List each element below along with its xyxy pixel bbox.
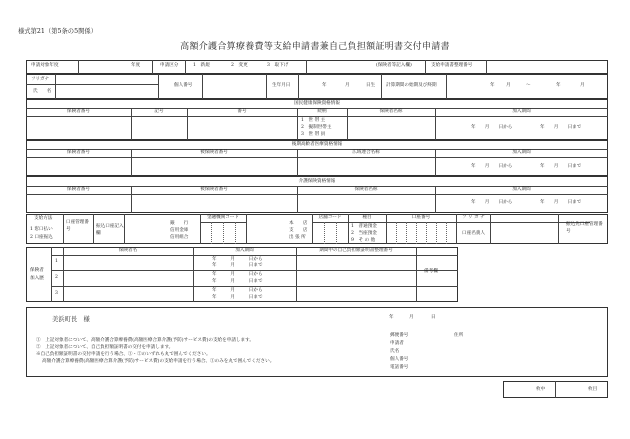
applicant-label: 申請者 [390,341,404,346]
relation-deemed[interactable]: 2 擬制世帯主 [301,125,332,130]
transfer-entry-label: 振込口座記入欄 [96,224,124,237]
total-sheets-label: 枚中 [536,387,546,392]
payment-number-label: 支給申請書整理番号 [431,63,473,68]
period-sep: ～ [526,83,531,88]
period-year-2: 年 [556,83,561,88]
period-year-1: 年 [490,83,495,88]
birthdate-label: 生年月日 [272,83,291,88]
history-side-label: 保険者加入歴 [30,268,44,281]
nh-period-from: 年 月 日から [471,125,513,130]
bank-type-shinkin[interactable]: 信用金庫 [170,228,189,233]
history-row-1: 1 [55,259,58,264]
el-period-to: 年 月 日まで [540,164,582,169]
furigana-label: フリガナ [31,77,50,82]
history-header-period: 加入期間 [235,248,254,253]
elderly-title: 後期高齢者医療資格情報 [291,142,343,147]
form-title: 高額介護合算療養費等支給申請書兼自己負担額証明書交付申請書 [180,42,450,52]
branch-sub[interactable]: 出 張 所 [289,235,306,240]
care-header-insurer-no: 保険者番号 [67,187,90,192]
relation-member[interactable]: 3 世 帯 員 [301,132,326,137]
care-period-from: 年 月 日から [471,200,513,205]
account-type-ordinary[interactable]: 1 普通預金 [351,224,377,229]
institution-code-label: 金融機関コード [206,215,240,220]
care-header-period: 加入期間 [512,187,531,192]
history-3-to: 年 月 日まで [212,295,263,300]
sign-date-month: 月 [409,315,414,320]
application-year-label: 申請対象年度 [31,63,59,68]
addressee: 美浜町長 様 [52,316,90,323]
relation-head[interactable]: 1 世 帯 主 [301,118,326,123]
insurer-entry-label: (保険者等記入欄) [376,63,412,68]
row2-box [26,74,608,99]
nh-header-period: 加入期間 [512,109,531,114]
postal-label: 郵便番号 [390,333,409,338]
el-period-from: 年 月 日から [471,164,513,169]
el-header-union: 広域連合名称 [352,150,380,155]
branch-branch[interactable]: 支 店 [289,228,308,233]
note-3: ※自己負担額証明書の交付申請を行う場合、①・②のいずれも丸で囲んでください。 [36,352,211,357]
history-1-from: 年 月 日から [212,257,263,262]
bank-type-bank[interactable]: 銀 行 [170,221,189,226]
history-row-3: 3 [55,291,58,296]
branch-code-label: 店舗コード [318,215,342,220]
name-label: 氏 名 [33,89,52,94]
history-header-cost: 期間中の自己負担額証明書整理番号 [319,248,393,253]
holder-name-label: 口座名義人 [462,231,485,236]
period-month-1: 月 [506,83,511,88]
nh-header-insurer-no: 保険者番号 [67,109,90,114]
year-unit: 年度 [131,63,141,68]
holder-furigana-label: フ リ ガ ナ [462,215,485,220]
method-label: 支給方法 [34,216,53,221]
history-row-2: 2 [55,275,58,280]
care-header-insurer-name: 保険者名称 [354,187,378,192]
note-1: ① 上記対象者について、高額介護合算療養費(高額医療合算介護(予防)サービス費)の支給を申請します。 [36,338,254,343]
birth-year: 年 [322,83,327,88]
care-title: 介護保険資格情報 [298,179,336,184]
branch-main[interactable]: 本 店 [289,221,308,226]
category-label: 申請区分 [160,63,179,68]
history-1-to: 年 月 日まで [212,263,263,268]
account-type-label: 種目 [362,215,372,220]
address-label: 住所 [454,333,464,338]
care-header-insured-no: 被保険者番号 [200,187,228,192]
care-period-to: 年 月 日まで [540,200,582,205]
national-health-title: 国民健康保険資格情報 [294,101,340,106]
period-label: 計算期間の始期及び終期 [386,83,437,88]
nh-header-relation: 続柄 [317,109,327,114]
nh-header-symbol: 記号 [154,109,164,114]
history-3-from: 年 月 日から [212,288,263,293]
sheet-number-label: 枚目 [588,387,598,392]
applicant-personal-label: 個人番号 [390,357,409,362]
note-label: 備考欄 [424,269,438,274]
account-admin-label: 口座管理番号 [66,220,89,233]
account-type-current[interactable]: 2 当座預金 [351,231,377,236]
period-month-2: 月 [580,83,585,88]
el-header-insurer-no: 保険者番号 [67,150,90,155]
phone-label: 電話番号 [390,365,409,370]
row1-box [26,60,608,74]
account-transfer-label: 振込先口座管理番号 [566,222,603,235]
sign-date-year: 年 [389,315,394,320]
applicant-name-label: 氏名 [390,349,400,354]
el-header-period: 加入期間 [512,150,531,155]
account-number-label: 口座番号 [411,215,431,220]
nh-header-insurer-name: 保険者名称 [379,109,403,114]
category-new[interactable]: 1 新規 [193,63,210,68]
form-number: 様式第21（第5条の5関係） [18,28,97,35]
note-2: ② 上記対象者について、自己負担額証明書の交付を申請します。 [36,345,174,350]
nh-period-to: 年 月 日まで [540,125,582,130]
history-header-insurer: 保険者名 [118,248,138,253]
account-type-other[interactable]: 9 そ の 他 [351,238,376,243]
bank-type-kumiai[interactable]: 信用組合 [170,235,189,240]
history-2-from: 年 月 日から [212,272,263,277]
birth-month: 月 [345,83,350,88]
nh-header-number: 番号 [237,109,247,114]
history-2-to: 年 月 日まで [212,279,263,284]
category-change[interactable]: 2 変更 [231,63,248,68]
category-withdraw[interactable]: 3 取下げ [267,63,289,68]
method-transfer[interactable]: 2 口座振込 [30,235,53,240]
note-4: 高額介護合算療養費(高額医療合算介護(予防)サービス費)の支給申請を行う場合、①のみを丸で囲んでください。 [36,359,275,364]
method-window[interactable]: 1 窓口払い [30,227,53,232]
el-header-insured-no: 被保険者番号 [200,150,228,155]
personal-number-label: 個人番号 [174,83,193,88]
birth-day: 日生 [366,83,376,88]
sign-date-day: 日 [431,315,436,320]
